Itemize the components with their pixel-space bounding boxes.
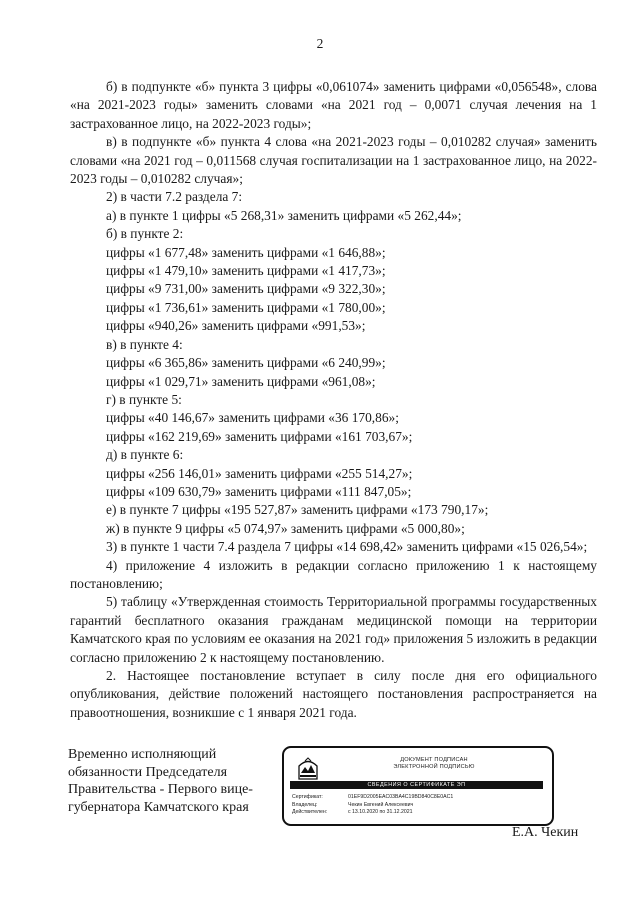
coat-of-arms-icon [294,754,322,782]
signatory-title [68,746,253,816]
paragraph: е) в пункте 7 цифры «195 527,87» заменить цифрами «173 790,17»; [106,502,489,518]
certificate-row [292,794,542,802]
paragraph: цифры «9 731,00» заменить цифрами «9 322,30»; [106,281,386,297]
paragraph: а) в пункте 1 цифры «5 268,31» заменить цифрами «5 262,44»; [106,207,462,223]
paragraph: г) в пункте 5: [106,391,182,407]
paragraph: ж) в пункте 9 цифры «5 074,97» заменить цифрами «5 000,80»; [106,520,465,536]
paragraph: б) в пункте 2: [106,226,184,242]
paragraph: цифры «40 146,67» заменить цифрами «36 170,86»; [106,410,399,426]
electronic-signature-stamp [282,746,554,826]
paragraph: 5) таблицу «Утвержденная стоимость Территориальной программы государственных гарантий бесплатного оказания гражданам медицинской помощи на территории Камчатского края по условиям ее оказания на 2021 год» приложения 5 изложить в редакции согласно приложению 2 к настоящему постановлению. [70,594,597,665]
signatory-title-line: губернатора Камчатского края [68,799,249,815]
paragraph: б) в подпункте «б» пункта 3 цифры «0,061074» заменить цифрами «0,056548», слова «на 2021-2023 годы» заменить словами «на 2021 год – 0,0071 случая лечения на 1 застрахованное лицо, на 2022-2023 годы»; [70,79,597,131]
paragraph: в) в подпункте «б» пункта 4 слова «на 2021-2023 годы – 0,010282 случая» заменить словами «на 2021 год – 0,011568 случая госпитализации на 1 застрахованное лицо, на 2022-2023 годы – 0,010282 случая»; [70,134,597,187]
stamp-header-line: ДОКУМЕНТ ПОДПИСАН [400,757,468,763]
paragraph: цифры «256 146,01» заменить цифрами «255 514,27»; [106,465,413,481]
document-body [70,78,597,722]
certificate-value: 01EF9D2005EAC03BA4C19BD840C8E0AC1 [348,794,454,800]
signer-name: Е.А. Чекин [512,825,579,840]
certificate-key: Сертификат: [292,794,323,800]
paragraph: цифры «162 219,69» заменить цифрами «161 703,67»; [106,428,413,444]
certificate-row [292,809,542,817]
certificate-key: Действителен: [292,809,328,815]
certificate-value: с 13.10.2020 по 31.12.2021 [348,809,413,815]
paragraph: цифры «1 029,71» заменить цифрами «961,08»; [106,373,376,389]
certificate-value: Чекин Евгений Алексеевич [348,801,414,808]
certificate-key: Владелец: [292,801,318,808]
paragraph: 3) в пункте 1 части 7.4 раздела 7 цифры «14 698,42» заменить цифрами «15 026,54»; [106,539,588,555]
signatory-title-line: Правительства - Первого вице- [68,782,253,797]
certificate-row [292,802,542,810]
signatory-title-line: Временно исполняющий [68,747,217,762]
stamp-header [342,757,526,771]
paragraph: цифры «1 479,10» заменить цифрами «1 417,73»; [106,263,386,279]
certificate-details [292,794,542,817]
paragraph: 2. Настоящее постановление вступает в силу после дня его официального опубликования, действие положений настоящего постановления распространяется на правоотношения, возникшие с 1 января 2021 года. [70,668,597,720]
paragraph: цифры «1 736,61» заменить цифрами «1 780,00»; [106,299,386,315]
paragraph: в) в пункте 4: [106,336,183,352]
paragraph: 2) в части 7.2 раздела 7: [106,189,243,205]
paragraph: цифры «940,26» заменить цифрами «991,53»; [106,318,366,334]
paragraph: цифры «6 365,86» заменить цифрами «6 240,99»; [106,355,386,371]
paragraph: 4) приложение 4 изложить в редакции согласно приложению 1 к настоящему постановлению; [70,557,597,591]
stamp-header-line: ЭЛЕКТРОННОЙ ПОДПИСЬЮ [393,764,475,770]
paragraph: цифры «1 677,48» заменить цифрами «1 646,88»; [106,244,386,260]
signatory-title-line: обязанности Председателя [68,764,228,780]
certificate-info-bar: СВЕДЕНИЯ О СЕРТИФИКАТЕ ЭП [290,781,543,789]
signature-block [68,746,628,846]
page-number: 2 [316,36,324,51]
paragraph: цифры «109 630,79» заменить цифрами «111 847,05»; [106,483,412,499]
paragraph: д) в пункте 6: [106,447,184,463]
